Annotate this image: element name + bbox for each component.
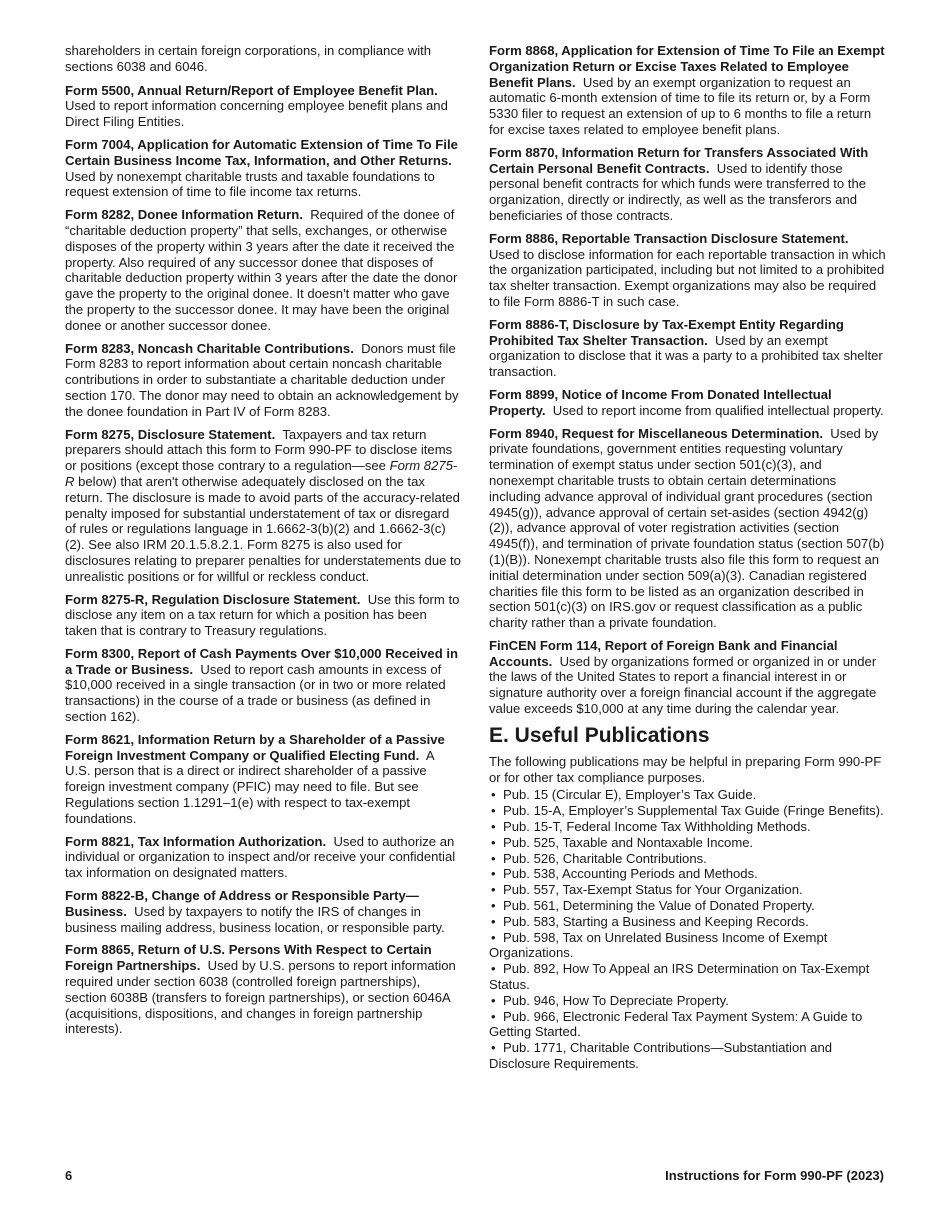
intro-continuation: shareholders in certain foreign corporations, in compliance with sections 6038 and 6046. — [65, 43, 432, 74]
publication-list — [489, 787, 886, 1071]
entry-form-8886 — [489, 231, 886, 310]
form-8275-r-reference: Form 8275-R — [65, 458, 458, 489]
entry-fincen-114 — [489, 638, 886, 717]
entry-body: Used to authorize an individual or organization to inspect and/or receive your confidential tax information on designated matters. — [65, 833, 456, 881]
entry-title: Form 8821, Tax Information Authorization. — [65, 833, 327, 849]
entry-body: Used by an exempt organization to disclose that it was a party to a prohibited tax shelter transaction. — [489, 332, 883, 380]
entry-title: Form 8621, Information Return by a Shareholder of a Passive Foreign Investment Company or Qualified Electing Fund. — [65, 731, 445, 763]
document-title: Instructions for Form 990-PF (2023) — [665, 1168, 884, 1183]
publication-item: • Pub. 15-T, Federal Income Tax Withholding Methods. — [489, 819, 886, 835]
entry-form-8300 — [65, 646, 462, 725]
entry-form-5500 — [65, 83, 462, 130]
entry-body-start: Taxpayers and tax return preparers should attach this form to Form 990-PF to disclose items or positions (except those contrary to a regulation—see — [65, 426, 453, 474]
publication-item: • Pub. 598, Tax on Unrelated Business Income of Exempt Organizations. — [489, 930, 886, 962]
publication-item: • Pub. 557, Tax-Exempt Status for Your Organization. — [489, 882, 886, 898]
entry-body: A U.S. person that is a direct or indirect shareholder of a passive foreign investment company (PFIC) may need to file. But see Regulations section 1.1291–1(e) with respect to tax-exempt foundations. — [65, 747, 434, 826]
publication-item: • Pub. 966, Electronic Federal Tax Payment System: A Guide to Getting Started. — [489, 1009, 886, 1041]
publication-item: • Pub. 892, How To Appeal an IRS Determination on Tax-Exempt Status. — [489, 961, 886, 993]
entry-form-8282 — [65, 207, 462, 333]
entry-form-8275-r — [65, 592, 462, 639]
entry-body: Used by organizations formed or organized in or under the laws of the United States to report a financial interest in or signature authority over a foreign financial account if the aggregate value exceeds $10,000 at any time during the calendar year. — [489, 653, 877, 717]
entry-title: Form 7004, Application for Automatic Extension of Time To File Certain Business Income Tax, Information, and Other Returns. — [65, 136, 458, 168]
section-heading-useful-publications: E. Useful Publications — [489, 723, 710, 747]
entry-form-7004 — [65, 137, 462, 200]
publication-item: • Pub. 525, Taxable and Nontaxable Income. — [489, 835, 886, 851]
entry-body: Used to report income from qualified intellectual property. — [552, 402, 884, 418]
entry-form-8275 — [65, 427, 462, 585]
right-column — [489, 43, 886, 1072]
entry-title: FinCEN Form 114, Report of Foreign Bank and Financial Accounts. — [489, 637, 838, 669]
entry-body: Donors must file Form 8283 to report information about certain noncash charitable contributions in order to substantiate a charitable deduction under section 170. The donor may need to obtain an acknowledgement by the donee foundation in Part IV of Form 8283. — [65, 340, 459, 419]
entry-body: Used to disclose information for each reportable transaction in which the organization participated, including but not limited to a prohibited tax shelter transaction. Exempt organizations may also be required to file Form 8886-T in such case. — [489, 246, 886, 309]
entry-body-end: below) that aren't otherwise adequately disclosed on the tax return. The disclosure is made to avoid parts of the accuracy-related penalty imposed for substantial understatement of tax or disregard of rules or regulations language in 1.6662-3(b)(2) and 1.6662-3(c)(2). See also IRM 20.1.5.8.2.1. Form 8275 is also used for disclosures relating to preparer penalties for understatements due to unrealistic positions or for willful or reckless conduct. — [65, 473, 461, 584]
publication-item: • Pub. 1771, Charitable Contributions—Substantiation and Disclosure Requirements. — [489, 1040, 886, 1072]
entry-title: Form 8940, Request for Miscellaneous Determination. — [489, 425, 823, 441]
entry-body: Used by U.S. persons to report information required under section 6038 (controlled foreign partnerships), section 6038B (transfers to foreign partnerships), or section 6046A (acquisitions, dispositions, and changes in foreign partnership interests). — [65, 958, 456, 1037]
entry-title: Form 8886, Reportable Transaction Disclosure Statement. — [489, 230, 849, 246]
entry-title: Form 8275, Disclosure Statement. — [65, 426, 276, 442]
entry-form-8886-t — [489, 317, 886, 380]
entry-body: Used to report information concerning employee benefit plans and Direct Filing Entities. — [65, 98, 448, 130]
entry-body: Used to report cash amounts in excess of $10,000 received in a single transaction (or in two or more related transactions) in the course of a trade or business (as defined in section 162). — [65, 661, 446, 725]
entry-body: Required of the donee of “charitable deduction property” that sells, exchanges, or otherwise disposes of the property within 3 years after the date it received the property. Also required of any successor donee that disposes of charitable deduction property within 3 years after the date the donor gave the property to the original donee. It doesn't matter who gave the property to the successor donee. It may have been the original donee or another successor donee. — [65, 207, 458, 333]
publication-item: • Pub. 538, Accounting Periods and Methods. — [489, 866, 886, 882]
entry-title: Form 8899, Notice of Income From Donated Intellectual Property. — [489, 386, 832, 418]
entry-body: Used by an exempt organization to request an automatic 6-month extension of time to file its return or, by a Form 5330 filer to request an extension of up to 6 months to file a return for excise taxes related to employee benefit plans. — [489, 74, 872, 137]
entry-title: Form 8870, Information Return for Transfers Associated With Certain Personal Benefit Contracts. — [489, 144, 869, 176]
entry-form-8865 — [65, 942, 462, 1037]
publication-item: • Pub. 15-A, Employer’s Supplemental Tax Guide (Fringe Benefits). — [489, 803, 886, 819]
entry-title: Form 8886-T, Disclosure by Tax-Exempt Entity Regarding Prohibited Tax Shelter Transaction. — [489, 316, 844, 348]
entry-body: Used by private foundations, government entities requesting voluntary termination of exempt status under section 501(c)(3), and nonexempt charitable trusts to obtain certain determinations including advance approval of individual grant procedures (section 4945(g)), advance approval of certain set-asides (section 4942(g)(2)), advance approval of voter registration activities (section 4945(f)), and termination of private foundation status (section 507(b)(1)(B)). Nonexempt charitable trusts also file this form to request an initial determination under section 509(a)(3). Canadian registered charities file this form to be listed as an organization described in section 501(c)(3) on IRS.gov or request classification as a public charity rather than a private foundation. — [489, 425, 885, 631]
page-number: 6 — [65, 1168, 73, 1183]
left-column — [65, 43, 462, 1044]
publication-item: • Pub. 15 (Circular E), Employer’s Tax Guide. — [489, 787, 886, 803]
entry-body: Used to identify those personal benefit contracts for which funds were transferred to the organization, directly or indirectly, as well as the transferors and beneficiaries of those contracts. — [489, 160, 867, 223]
entry-form-8899 — [489, 387, 886, 419]
entry-form-8821 — [65, 834, 462, 881]
entry-form-8870 — [489, 145, 886, 224]
entry-title: Form 8865, Return of U.S. Persons With Respect to Certain Foreign Partnerships. — [65, 942, 432, 974]
entry-title: Form 8283, Noncash Charitable Contributions. — [65, 340, 354, 356]
entry-form-8868 — [489, 43, 886, 138]
entry-title: Form 8275-R, Regulation Disclosure Statement. — [65, 591, 361, 607]
entry-title: Form 5500, Annual Return/Report of Employee Benefit Plan. — [65, 82, 438, 98]
entry-form-8283 — [65, 341, 462, 420]
entry-form-8940 — [489, 426, 886, 631]
publication-item: • Pub. 946, How To Depreciate Property. — [489, 993, 886, 1009]
entry-form-8822-b — [65, 888, 462, 935]
publication-item: • Pub. 561, Determining the Value of Donated Property. — [489, 898, 886, 914]
entry-title: Form 8300, Report of Cash Payments Over $10,000 Received in a Trade or Business. — [65, 645, 458, 677]
entry-title: Form 8822-B, Change of Address or Responsible Party—Business. — [65, 888, 419, 919]
publication-item: • Pub. 583, Starting a Business and Keeping Records. — [489, 914, 886, 930]
entry-body: Use this form to disclose any item on a tax return for which a position has been taken that is contrary to Treasury regulations. — [65, 591, 460, 639]
section-intro: The following publications may be helpful in preparing Form 990-PF or for other tax compliance purposes. — [489, 753, 882, 785]
entry-title: Form 8282, Donee Information Return. — [65, 207, 303, 223]
publication-item: • Pub. 526, Charitable Contributions. — [489, 851, 886, 867]
entry-form-8621 — [65, 732, 462, 827]
entry-title: Form 8868, Application for Extension of Time To File an Exempt Organization Return or Excise Taxes Related to Employee Benefit Plans. — [489, 43, 885, 90]
entry-body: Used by nonexempt charitable trusts and taxable foundations to request extension of time to file income tax returns. — [65, 168, 435, 200]
entry-body: Used by taxpayers to notify the IRS of changes in business mailing address, business location, or responsible party. — [65, 903, 445, 935]
